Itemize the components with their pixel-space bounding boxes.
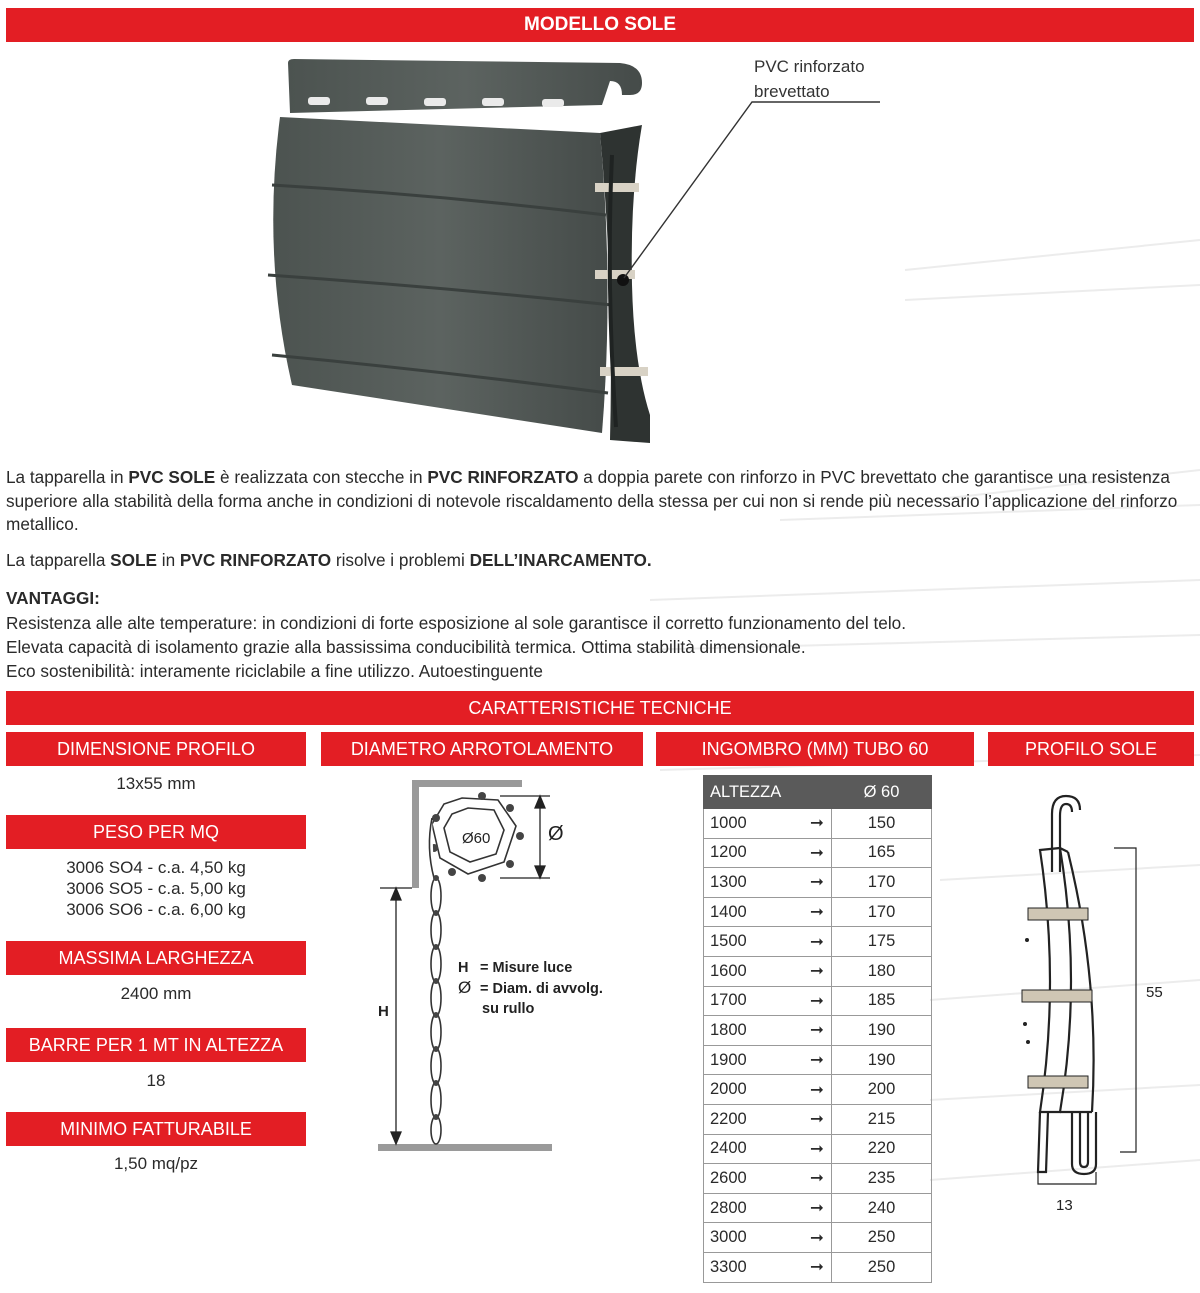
text-run: risolve i problemi (331, 550, 470, 570)
column-header-diametro: DIAMETRO ARROTOLAMENTO (321, 732, 643, 766)
page-title: MODELLO SOLE (6, 8, 1194, 42)
vantaggi-item: Eco sostenibilità: interamente riciclabile a fine utilizzo. Autoestinguente (6, 661, 543, 681)
arrow-icon: ➞ (803, 1164, 832, 1194)
arrow-icon: ➞ (803, 986, 832, 1016)
altezza-cell: 3000 (704, 1223, 803, 1253)
legend-text: = Diam. di avvolg. (480, 981, 603, 997)
profile-width-dimension: 13 (1056, 1197, 1073, 1214)
table-row (704, 868, 932, 898)
intro-paragraph-1 (6, 466, 1194, 537)
altezza-cell: 2600 (704, 1164, 803, 1194)
diametro-cell: 220 (832, 1134, 932, 1164)
spec-header-barre: BARRE PER 1 MT IN ALTEZZA (6, 1028, 306, 1062)
spec-value-barre: 18 (146, 1071, 166, 1090)
column-header-diametro-60: Ø 60 (832, 776, 932, 809)
spec-header-larghezza: MASSIMA LARGHEZZA (6, 941, 306, 975)
spec-value-larghezza: 2400 mm (120, 984, 192, 1003)
table-row (704, 1134, 932, 1164)
legend-text: su rullo (482, 1001, 535, 1017)
column-header-ingombro: INGOMBRO (MM) TUBO 60 (656, 732, 974, 766)
altezza-cell: 1500 (704, 927, 803, 957)
altezza-cell: 1900 (704, 1045, 803, 1075)
text-run: La tapparella (6, 550, 111, 570)
spec-value-dimensione: 13x55 mm (116, 774, 196, 793)
table-row (704, 1252, 932, 1282)
diametro-cell: 185 (832, 986, 932, 1016)
arrow-icon: ➞ (803, 868, 832, 898)
height-dimension-label: H (378, 1003, 389, 1020)
altezza-cell: 2000 (704, 1075, 803, 1105)
vantaggi-title: VANTAGGI: (6, 588, 100, 608)
altezza-cell: 1300 (704, 868, 803, 898)
diametro-cell: 235 (832, 1164, 932, 1194)
altezza-cell: 1200 (704, 838, 803, 868)
arrow-icon: ➞ (803, 897, 832, 927)
profile-height-dimension: 55 (1146, 984, 1163, 1001)
altezza-cell: 1700 (704, 986, 803, 1016)
ingombro-table (703, 775, 932, 1283)
diametro-cell: 190 (832, 1016, 932, 1046)
table-row (704, 986, 932, 1016)
table-row (704, 897, 932, 927)
spec-header-peso: PESO PER MQ (6, 815, 306, 849)
spec-value-peso: 3006 SO6 - c.a. 6,00 kg (66, 900, 246, 919)
diametro-cell: 215 (832, 1104, 932, 1134)
arrow-icon: ➞ (803, 1045, 832, 1075)
altezza-cell: 1000 (704, 809, 803, 839)
legend-key: H (458, 960, 469, 976)
callout-label (754, 54, 865, 104)
diametro-cell: 170 (832, 868, 932, 898)
arrow-icon: ➞ (803, 1075, 832, 1105)
callout-line-2: brevettato (754, 82, 830, 101)
roll-diameter-symbol: Ø (548, 823, 564, 845)
text-run-bold: PVC RINFORZATO (427, 467, 579, 487)
roll-circle-label: Ø60 (462, 830, 491, 847)
spec-value-minimo: 1,50 mq/pz (113, 1154, 199, 1173)
text-run-bold: DELL’INARCAMENTO. (469, 550, 652, 570)
text-run-bold: PVC SOLE (128, 467, 216, 487)
diametro-cell: 250 (832, 1223, 932, 1253)
column-header-profilo: PROFILO SOLE (988, 732, 1194, 766)
legend-text: = Misure luce (480, 960, 573, 976)
diametro-cell: 240 (832, 1193, 932, 1223)
spec-header-minimo: MINIMO FATTURABILE (6, 1112, 306, 1146)
table-row (704, 1164, 932, 1194)
table-row (704, 1104, 932, 1134)
altezza-cell: 2400 (704, 1134, 803, 1164)
table-row (704, 1193, 932, 1223)
arrow-icon: ➞ (803, 1252, 832, 1282)
table-row (704, 809, 932, 839)
callout-leader-line (600, 90, 900, 290)
table-row (704, 1223, 932, 1253)
table-header-row (704, 776, 932, 809)
text-run-bold: SOLE (110, 550, 157, 570)
table-row (704, 1045, 932, 1075)
table-row (704, 838, 932, 868)
arrow-icon: ➞ (803, 1016, 832, 1046)
arrow-icon: ➞ (803, 956, 832, 986)
altezza-cell: 2800 (704, 1193, 803, 1223)
spec-value-peso: 3006 SO4 - c.a. 4,50 kg (66, 858, 246, 877)
altezza-cell: 1800 (704, 1016, 803, 1046)
diametro-cell: 250 (832, 1252, 932, 1282)
arrow-icon: ➞ (803, 1104, 832, 1134)
legend-key: Ø (458, 978, 472, 997)
arrow-icon: ➞ (803, 809, 832, 839)
altezza-cell: 1400 (704, 897, 803, 927)
text-run: è realizzata con stecche in (215, 467, 428, 487)
diametro-cell: 200 (832, 1075, 932, 1105)
profile-section-diagram (1000, 772, 1190, 1232)
vantaggi-item: Elevata capacità di isolamento grazie alla bassissima conducibilità termica. Ottima stabilità dimensionale. (6, 637, 806, 657)
column-header-altezza: ALTEZZA (704, 776, 832, 809)
altezza-cell: 3300 (704, 1252, 803, 1282)
diametro-cell: 175 (832, 927, 932, 957)
spec-value-peso: 3006 SO5 - c.a. 5,00 kg (66, 879, 246, 898)
arrow-icon: ➞ (803, 1193, 832, 1223)
roll-diagram-legend (458, 958, 603, 1019)
arrow-icon: ➞ (803, 1134, 832, 1164)
altezza-cell: 2200 (704, 1104, 803, 1134)
text-run: La tapparella in (6, 467, 129, 487)
arrow-icon: ➞ (803, 927, 832, 957)
diametro-cell: 165 (832, 838, 932, 868)
callout-line-1: PVC rinforzato (754, 57, 865, 76)
table-row (704, 1075, 932, 1105)
table-row (704, 1016, 932, 1046)
text-run: in (156, 550, 180, 570)
diametro-cell: 150 (832, 809, 932, 839)
diametro-cell: 170 (832, 897, 932, 927)
intro-paragraph-2 (6, 549, 1194, 573)
spec-header-dimensione: DIMENSIONE PROFILO (6, 732, 306, 766)
diametro-cell: 180 (832, 956, 932, 986)
arrow-icon: ➞ (803, 838, 832, 868)
altezza-cell: 1600 (704, 956, 803, 986)
arrow-icon: ➞ (803, 1223, 832, 1253)
text-run: a doppia parete con rinforzo in PVC brevettato che garantisce una resistenza superiore alla stabilità della forma anche in condizioni di notevole riscaldamento della stessa per cui non si rende più necessario l’applicazione del rinforzo metallico. (6, 467, 1178, 534)
vantaggi-item: Resistenza alle alte temperature: in condizioni di forte esposizione al sole garantisce il corretto funzionamento del telo. (6, 613, 906, 633)
text-run-bold: PVC RINFORZATO (179, 550, 332, 570)
table-row (704, 956, 932, 986)
diametro-cell: 190 (832, 1045, 932, 1075)
caratteristiche-header: CARATTERISTICHE TECNICHE (6, 691, 1194, 725)
table-row (704, 927, 932, 957)
